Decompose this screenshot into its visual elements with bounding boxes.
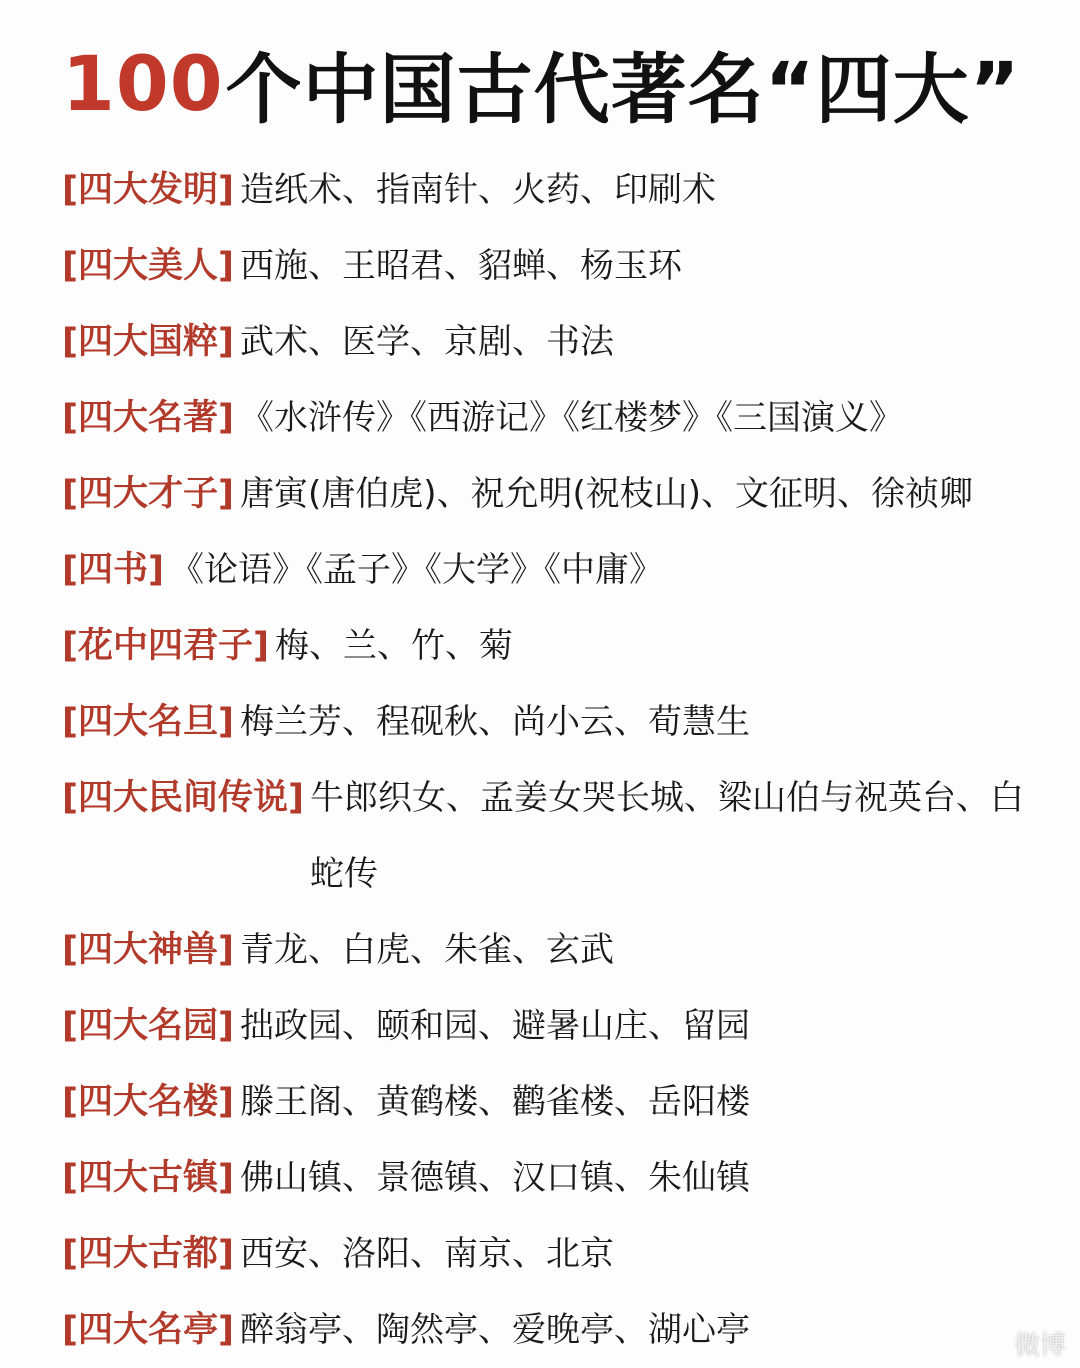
category-label: [四大国粹] bbox=[62, 322, 234, 362]
category-label: [四大发明] bbox=[62, 170, 234, 210]
title-number: 100 bbox=[62, 38, 224, 128]
category-items: 醉翁亭、陶然亭、爱晚亭、湖心亭 bbox=[240, 1310, 750, 1350]
category-items: 唐寅(唐伯虎)、祝允明(祝枝山)、文征明、徐祯卿 bbox=[240, 474, 974, 514]
category-label: [四书] bbox=[62, 550, 164, 590]
list-item bbox=[62, 380, 1050, 456]
list-item bbox=[62, 1216, 1050, 1292]
list-item bbox=[62, 684, 1050, 760]
category-items: 《论语》《孟子》《大学》《中庸》 bbox=[170, 550, 663, 590]
category-label: [四大名亭] bbox=[62, 1310, 234, 1350]
category-items: 滕王阁、黄鹤楼、鹳雀楼、岳阳楼 bbox=[240, 1082, 750, 1122]
category-items: 牛郎织女、孟姜女哭长城、梁山伯与祝英台、白蛇传 bbox=[310, 778, 1024, 894]
list-item bbox=[62, 456, 1050, 532]
category-items: 西施、王昭君、貂蝉、杨玉环 bbox=[240, 246, 682, 286]
list-item bbox=[62, 1140, 1050, 1216]
category-label: [四大古镇] bbox=[62, 1158, 234, 1198]
category-items: 武术、医学、京剧、书法 bbox=[240, 322, 614, 362]
category-label: [四大美人] bbox=[62, 246, 234, 286]
category-items: 佛山镇、景德镇、汉口镇、朱仙镇 bbox=[240, 1158, 750, 1198]
list-item bbox=[62, 1292, 1050, 1368]
category-label: [四大名园] bbox=[62, 1006, 234, 1046]
list-item bbox=[62, 608, 1050, 684]
list-item bbox=[62, 152, 1050, 228]
page-title bbox=[62, 28, 1021, 138]
category-label: [四大民间传说] bbox=[62, 778, 304, 818]
list-item bbox=[62, 988, 1050, 1064]
category-items: 造纸术、指南针、火药、印刷术 bbox=[240, 170, 716, 210]
category-items: 拙政园、颐和园、避暑山庄、留园 bbox=[240, 1006, 750, 1046]
list-item bbox=[62, 228, 1050, 304]
category-label: [四大神兽] bbox=[62, 930, 234, 970]
category-items: 《水浒传》《西游记》《红楼梦》《三国演义》 bbox=[240, 398, 903, 438]
list-item bbox=[62, 760, 1050, 912]
category-items: 西安、洛阳、南京、北京 bbox=[240, 1234, 614, 1274]
category-label: [花中四君子] bbox=[62, 626, 269, 666]
four-greats-list bbox=[62, 152, 1050, 1368]
title-text: 个中国古代著名“四大” bbox=[225, 44, 1021, 134]
category-label: [四大名楼] bbox=[62, 1082, 234, 1122]
category-items: 梅兰芳、程砚秋、尚小云、荀慧生 bbox=[240, 702, 750, 742]
category-items: 梅、兰、竹、菊 bbox=[275, 626, 513, 666]
category-label: [四大名著] bbox=[62, 398, 234, 438]
list-item bbox=[62, 304, 1050, 380]
category-label: [四大才子] bbox=[62, 474, 234, 514]
watermark: 微博 bbox=[1013, 1331, 1066, 1361]
category-items: 青龙、白虎、朱雀、玄武 bbox=[240, 930, 614, 970]
list-item bbox=[62, 912, 1050, 988]
category-label: [四大古都] bbox=[62, 1234, 234, 1274]
list-item bbox=[62, 532, 1050, 608]
list-item bbox=[62, 1064, 1050, 1140]
category-label: [四大名旦] bbox=[62, 702, 234, 742]
